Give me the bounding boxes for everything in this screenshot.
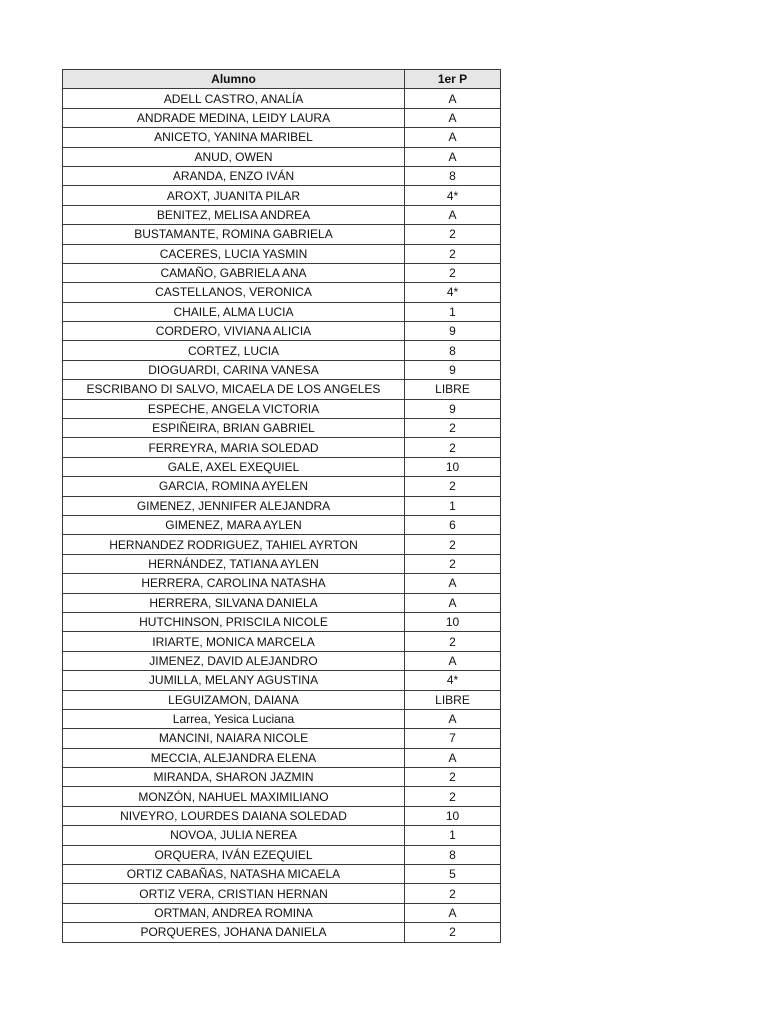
grade-cell: 8: [405, 845, 501, 864]
student-name-cell: ORTIZ VERA, CRISTIAN HERNAN: [63, 884, 405, 903]
student-name-cell: HERRERA, CAROLINA NATASHA: [63, 574, 405, 593]
student-name-cell: HERRERA, SILVANA DANIELA: [63, 593, 405, 612]
student-name-cell: AROXT, JUANITA PILAR: [63, 186, 405, 205]
table-row: [63, 632, 501, 651]
table-row: [63, 574, 501, 593]
student-name-cell: ORTIZ CABAÑAS, NATASHA MICAELA: [63, 865, 405, 884]
table-row: [63, 903, 501, 922]
grade-cell: A: [405, 128, 501, 147]
grade-cell: A: [405, 593, 501, 612]
table-row: [63, 612, 501, 631]
table-row: [63, 748, 501, 767]
student-name-cell: HERNÁNDEZ, TATIANA AYLEN: [63, 554, 405, 573]
student-name-cell: CORTEZ, LUCIA: [63, 341, 405, 360]
table-row: [63, 923, 501, 942]
table-row: [63, 496, 501, 515]
table-row: [63, 166, 501, 185]
grade-cell: 2: [405, 244, 501, 263]
grade-cell: 2: [405, 884, 501, 903]
grade-cell: A: [405, 748, 501, 767]
student-name-cell: CHAILE, ALMA LUCIA: [63, 302, 405, 321]
table-row: [63, 554, 501, 573]
student-name-cell: BUSTAMANTE, ROMINA GABRIELA: [63, 225, 405, 244]
grade-cell: 2: [405, 923, 501, 942]
table-row: [63, 671, 501, 690]
grade-cell: A: [405, 903, 501, 922]
grade-cell: 4*: [405, 671, 501, 690]
table-row: [63, 263, 501, 282]
table-row: [63, 360, 501, 379]
grade-cell: 10: [405, 612, 501, 631]
grade-cell: 8: [405, 166, 501, 185]
grade-cell: 2: [405, 787, 501, 806]
table-row: [63, 244, 501, 263]
grade-cell: 2: [405, 477, 501, 496]
grades-table: [62, 69, 501, 943]
student-name-cell: NIVEYRO, LOURDES DAIANA SOLEDAD: [63, 806, 405, 825]
table-row: [63, 457, 501, 476]
table-row: [63, 341, 501, 360]
table-row: [63, 884, 501, 903]
student-name-cell: JUMILLA, MELANY AGUSTINA: [63, 671, 405, 690]
grade-cell: 1: [405, 302, 501, 321]
student-name-cell: ANUD, OWEN: [63, 147, 405, 166]
table-row: [63, 535, 501, 554]
grade-cell: LIBRE: [405, 380, 501, 399]
grade-cell: 8: [405, 341, 501, 360]
student-name-cell: ANDRADE MEDINA, LEIDY LAURA: [63, 108, 405, 127]
grade-cell: 4*: [405, 283, 501, 302]
student-name-cell: PORQUERES, JOHANA DANIELA: [63, 923, 405, 942]
student-name-cell: MANCINI, NAIARA NICOLE: [63, 729, 405, 748]
student-name-cell: ARANDA, ENZO IVÁN: [63, 166, 405, 185]
student-name-cell: CORDERO, VIVIANA ALICIA: [63, 322, 405, 341]
grade-cell: 2: [405, 419, 501, 438]
grade-cell: 1: [405, 826, 501, 845]
grade-cell: 9: [405, 399, 501, 418]
student-name-cell: JIMENEZ, DAVID ALEJANDRO: [63, 651, 405, 670]
student-name-cell: ORTMAN, ANDREA ROMINA: [63, 903, 405, 922]
student-name-cell: GIMENEZ, JENNIFER ALEJANDRA: [63, 496, 405, 515]
grade-cell: LIBRE: [405, 690, 501, 709]
grade-cell: A: [405, 205, 501, 224]
table-row: [63, 89, 501, 108]
grade-cell: 2: [405, 768, 501, 787]
grade-cell: 6: [405, 515, 501, 534]
student-name-cell: GALE, AXEL EXEQUIEL: [63, 457, 405, 476]
table-row: [63, 380, 501, 399]
student-name-cell: GARCIA, ROMINA AYELEN: [63, 477, 405, 496]
grade-cell: 2: [405, 438, 501, 457]
table-row: [63, 865, 501, 884]
table-row: [63, 438, 501, 457]
student-name-cell: HUTCHINSON, PRISCILA NICOLE: [63, 612, 405, 631]
student-name-cell: ADELL CASTRO, ANALÍA: [63, 89, 405, 108]
table-row: [63, 108, 501, 127]
student-name-cell: Larrea, Yesica Luciana: [63, 709, 405, 728]
grade-cell: 9: [405, 322, 501, 341]
table-row: [63, 709, 501, 728]
student-name-cell: LEGUIZAMON, DAIANA: [63, 690, 405, 709]
grade-cell: 10: [405, 457, 501, 476]
table-row: [63, 322, 501, 341]
student-name-cell: ESPIÑEIRA, BRIAN GABRIEL: [63, 419, 405, 438]
table-row: [63, 128, 501, 147]
student-name-cell: MECCIA, ALEJANDRA ELENA: [63, 748, 405, 767]
student-name-cell: IRIARTE, MONICA MARCELA: [63, 632, 405, 651]
student-name-cell: ESPECHE, ANGELA VICTORIA: [63, 399, 405, 418]
student-name-cell: MIRANDA, SHARON JAZMIN: [63, 768, 405, 787]
grade-cell: 9: [405, 360, 501, 379]
grade-cell: A: [405, 651, 501, 670]
grade-cell: A: [405, 147, 501, 166]
header-row: [63, 70, 501, 89]
grade-cell: 2: [405, 632, 501, 651]
table-row: [63, 477, 501, 496]
table-row: [63, 826, 501, 845]
student-name-cell: MONZÓN, NAHUEL MAXIMILIANO: [63, 787, 405, 806]
grade-cell: 1: [405, 496, 501, 515]
table-body: [63, 89, 501, 942]
student-name-cell: BENITEZ, MELISA ANDREA: [63, 205, 405, 224]
grade-cell: 2: [405, 535, 501, 554]
student-name-cell: DIOGUARDI, CARINA VANESA: [63, 360, 405, 379]
table-row: [63, 186, 501, 205]
table-row: [63, 690, 501, 709]
grade-cell: 7: [405, 729, 501, 748]
student-name-cell: HERNANDEZ RODRIGUEZ, TAHIEL AYRTON: [63, 535, 405, 554]
grade-cell: A: [405, 89, 501, 108]
grade-cell: A: [405, 709, 501, 728]
grade-cell: A: [405, 108, 501, 127]
grade-cell: 2: [405, 554, 501, 573]
grade-cell: 4*: [405, 186, 501, 205]
student-name-cell: ORQUERA, IVÁN EZEQUIEL: [63, 845, 405, 864]
table-row: [63, 651, 501, 670]
table-row: [63, 205, 501, 224]
student-name-cell: CAMAÑO, GABRIELA ANA: [63, 263, 405, 282]
grade-cell: 2: [405, 263, 501, 282]
column-header-grade: 1er P: [405, 70, 501, 89]
table-row: [63, 419, 501, 438]
table-row: [63, 302, 501, 321]
table-row: [63, 845, 501, 864]
table-row: [63, 283, 501, 302]
student-name-cell: CACERES, LUCIA YASMIN: [63, 244, 405, 263]
table-row: [63, 147, 501, 166]
student-name-cell: FERREYRA, MARIA SOLEDAD: [63, 438, 405, 457]
grade-cell: 5: [405, 865, 501, 884]
column-header-student: Alumno: [63, 70, 405, 89]
student-name-cell: ANICETO, YANINA MARIBEL: [63, 128, 405, 147]
table-row: [63, 225, 501, 244]
table-row: [63, 787, 501, 806]
grade-cell: A: [405, 574, 501, 593]
table-header: [63, 70, 501, 89]
table-row: [63, 729, 501, 748]
table-row: [63, 806, 501, 825]
table-row: [63, 768, 501, 787]
table-row: [63, 399, 501, 418]
student-name-cell: GIMENEZ, MARA AYLEN: [63, 515, 405, 534]
table-row: [63, 593, 501, 612]
table-row: [63, 515, 501, 534]
grade-cell: 2: [405, 225, 501, 244]
student-name-cell: CASTELLANOS, VERONICA: [63, 283, 405, 302]
grade-cell: 10: [405, 806, 501, 825]
student-name-cell: ESCRIBANO DI SALVO, MICAELA DE LOS ANGELES: [63, 380, 405, 399]
student-name-cell: NOVOA, JULIA NEREA: [63, 826, 405, 845]
